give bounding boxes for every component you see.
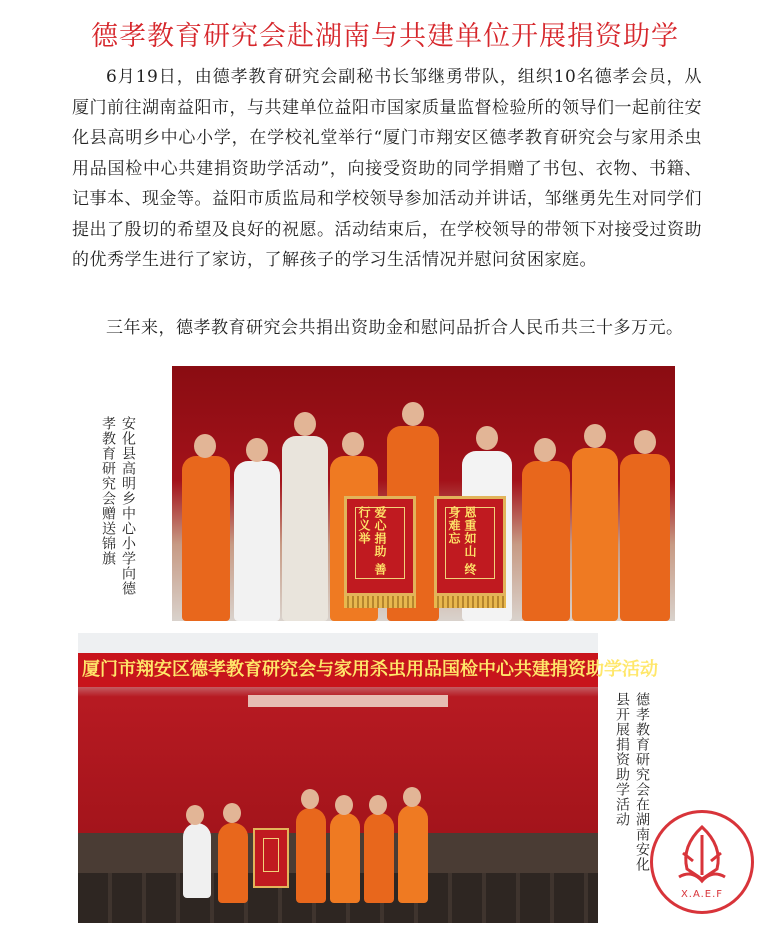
pennant-left-text: 爱心捐助 善行义举 (357, 506, 387, 577)
page-title: 德孝教育研究会赴湖南与共建单位开展捐资助学 (91, 21, 679, 52)
body-paragraph-2: 三年来，德孝教育研究会共捐出资助金和慰问品折合人民币共三十多万元。 (106, 318, 684, 338)
auditorium-pennant (253, 828, 289, 888)
body-paragraph-1: 6月19日，由德孝教育研究会副秘书长邹继勇带队，组织10名德孝会员，从厦门前往湖南益阳市，与共建单位益阳市国家质量监督检验所的领导们一起前往安化县高明乡中心小学，在学校礼堂举行“厦门市翔安区德孝教育研究会与家用杀虫用品国检中心共建捐资助学活动”，向接受资助的同学捐赠了书包、衣物、书籍、记事本、现金等。益阳市质监局和学校领导参加活动并讲话，邹继勇先生对同学们提出了殷切的希望及良好的祝愿。活动结束后，在学校领导的带领下对接受过资助的优秀学生进行了家访，了解孩子的学习生活情况并慰问贫困家庭。 (72, 67, 702, 270)
pennant-right-text: 恩重如山 终身难忘 (447, 506, 477, 577)
logo-text: X.A.E.F (680, 889, 724, 900)
group-photo-pennants (172, 366, 675, 621)
event-banner: 厦门市翔安区德孝教育研究会与家用杀虫用品国检中心共建捐资助学活动 (78, 653, 598, 687)
xaef-logo (650, 810, 754, 914)
photo-caption-2: 德孝教育研究会在湖南安化县开展捐资助学活动 (614, 692, 650, 872)
photo-caption-1: 安化县高明乡中心小学向德孝教育研究会赠送锦旗 (100, 416, 136, 596)
